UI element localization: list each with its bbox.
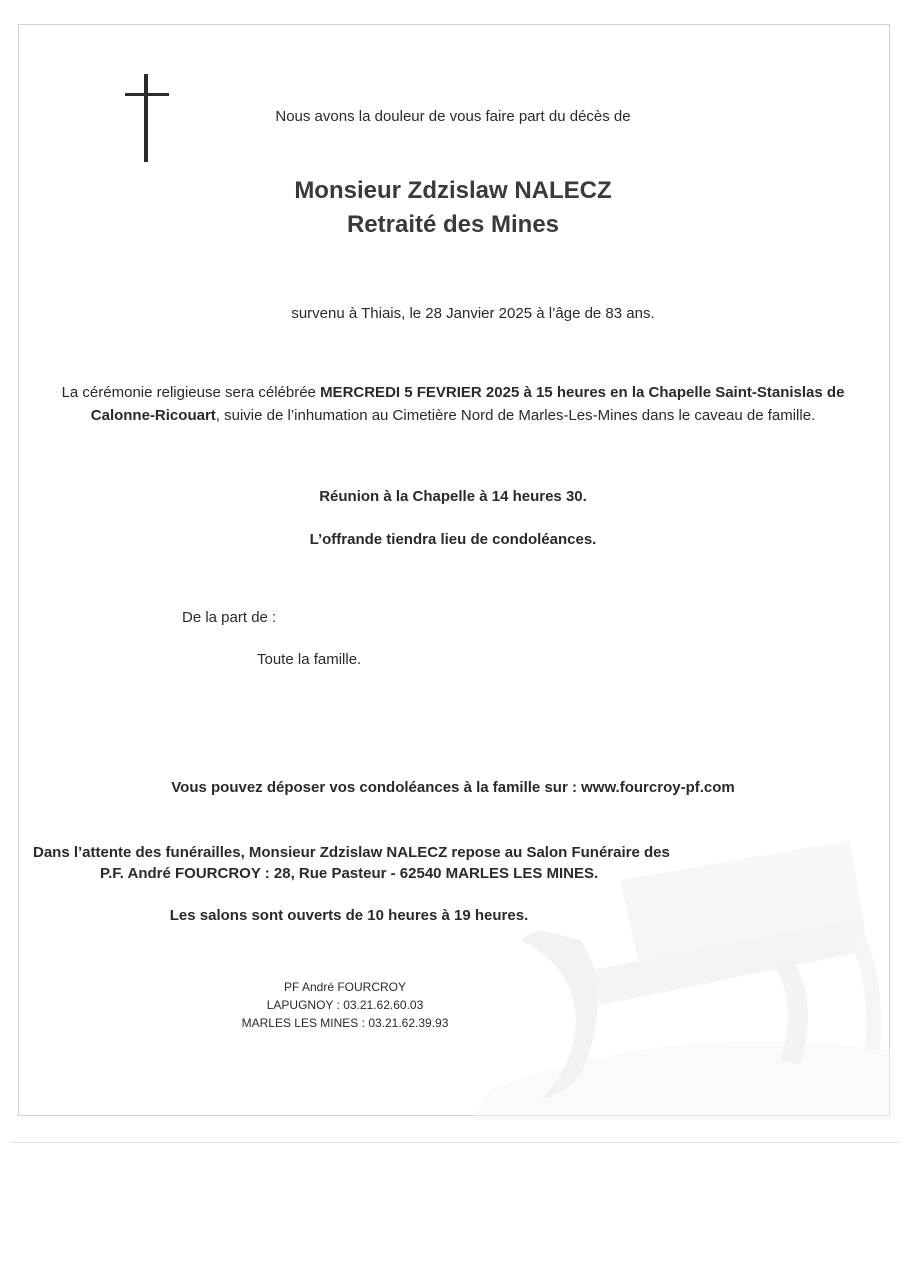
- deceased-occupation: Retraité des Mines: [346, 211, 560, 238]
- scan-edge-line: [10, 1142, 900, 1143]
- from-value: Toute la famille.: [257, 651, 362, 668]
- ceremony-burial: , suivie de l’inhumation au Cimetière Nord de Marles-Les-Mines dans le caveau de famille.: [215, 407, 816, 424]
- repose-line-2: P.F. André FOURCROY : 28, Rue Pasteur - 62540 MARLES LES MINES.: [100, 865, 599, 882]
- reunion-text: Réunion à la Chapelle à 14 heures 30.: [319, 488, 587, 505]
- offrande-text: L’offrande tiendra lieu de condoléances.: [309, 531, 597, 548]
- footer-company: PF André FOURCROY: [283, 980, 407, 994]
- from-label: De la part de :: [182, 609, 277, 626]
- condolences-text: Vous pouvez déposer vos condoléances à la famille sur : www.fourcroy-pf.com: [171, 779, 735, 796]
- footer-phone-marles: MARLES LES MINES : 03.21.62.39.93: [241, 1016, 449, 1030]
- ceremony-date-place: MERCREDI 5 FEVRIER 2025 à 15 heures en la Chapelle Saint-Stanislas de Calonne-Ricouart: [90, 384, 845, 424]
- repose-line-1: Dans l’attente des funérailles, Monsieur Zdzislaw NALECZ repose au Salon Funéraire des: [33, 844, 670, 861]
- salons-hours: Les salons sont ouverts de 10 heures à 19 heures.: [169, 907, 529, 924]
- ceremony-text: La cérémonie religieuse sera célébrée: [61, 384, 321, 401]
- footer-contact: [0, 978, 690, 1032]
- ceremony-paragraph: [40, 381, 866, 427]
- death-notice: survenu à Thiais, le 28 Janvier 2025 à l’âge de 83 ans.: [291, 305, 655, 322]
- intro-text: Nous avons la douleur de vous faire part du décès de: [275, 108, 631, 125]
- deceased-name: Monsieur Zdzislaw NALECZ: [294, 177, 612, 204]
- footer-phone-lapugnoy: LAPUGNOY : 03.21.62.60.03: [266, 998, 424, 1012]
